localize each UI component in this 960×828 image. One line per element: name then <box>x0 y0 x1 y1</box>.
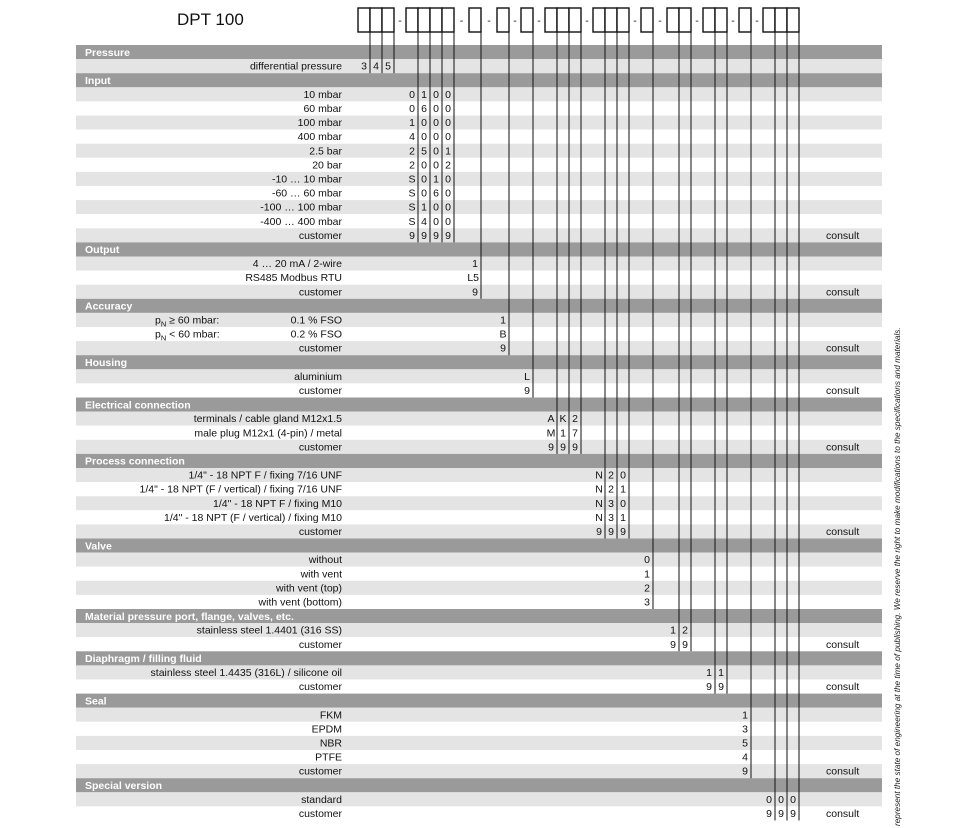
code-separator: - <box>487 15 491 27</box>
code-cell: 5 <box>385 60 391 73</box>
row-label: 20 bar <box>312 159 342 172</box>
code-cell: 9 <box>608 526 614 538</box>
code-cell: 1 <box>620 483 626 496</box>
row-label: with vent (bottom) <box>258 596 342 609</box>
consult-note: consult <box>826 526 860 538</box>
code-cell: 0 <box>433 201 439 214</box>
section-title: Output <box>85 244 120 257</box>
code-cell: 2 <box>644 582 650 595</box>
table-row-bg <box>76 440 882 454</box>
code-cell: 1 <box>620 511 626 524</box>
table-row-bg <box>76 567 882 581</box>
code-cell: 9 <box>706 681 712 694</box>
code-cell: 9 <box>596 526 602 538</box>
consult-note: consult <box>826 765 860 778</box>
row-label: customer <box>298 342 342 355</box>
code-cell: S <box>408 173 416 186</box>
code-cell: 9 <box>790 808 796 820</box>
code-separator: - <box>459 15 464 27</box>
code-cell: L5 <box>467 272 479 285</box>
code-box <box>557 8 569 32</box>
code-cell: 6 <box>433 187 439 200</box>
row-label: 1/4" - 18 NPT F / fixing 7/16 UNF <box>188 469 342 482</box>
row-label: FKM <box>319 709 342 722</box>
code-cell: 0 <box>445 215 451 228</box>
table-row-bg <box>76 116 882 130</box>
table-row-bg <box>76 186 882 200</box>
code-box <box>679 8 691 32</box>
table-row-bg <box>76 680 882 694</box>
consult-note: consult <box>826 681 860 694</box>
code-cell: 2 <box>409 159 415 172</box>
table-row-bg <box>76 806 882 820</box>
section-header-bar <box>76 454 882 468</box>
code-cell: N <box>595 511 603 524</box>
code-cell: S <box>408 201 416 214</box>
code-cell: 3 <box>608 497 614 510</box>
code-cell: 0 <box>766 793 772 806</box>
code-separator: - <box>537 15 541 27</box>
code-box <box>641 8 653 32</box>
row-label: customer <box>298 229 342 242</box>
row-label: male plug M12x1 (4-pin) / metal <box>194 427 342 440</box>
section-header-bar <box>76 299 882 313</box>
table-row-bg <box>76 383 882 397</box>
table-row-bg <box>76 708 882 722</box>
table-row-bg <box>76 750 882 764</box>
section-header-bar <box>76 355 882 369</box>
code-box <box>715 8 727 32</box>
row-label: aluminium <box>294 370 342 383</box>
row-label: customer <box>298 385 342 397</box>
code-box <box>787 8 799 32</box>
code-cell: 9 <box>472 286 478 299</box>
table-row-bg <box>76 637 882 651</box>
row-label: customer <box>298 765 342 778</box>
code-cell: 1 <box>433 173 439 186</box>
table-row-bg <box>76 496 882 510</box>
section-title: Process connection <box>85 455 185 468</box>
table-row-bg <box>76 158 882 172</box>
code-cell: S <box>408 187 416 200</box>
code-cell: N <box>595 483 603 496</box>
table-row-bg <box>76 172 882 186</box>
code-cell: 9 <box>682 638 688 651</box>
code-separator: - <box>695 15 699 27</box>
code-separator: - <box>633 15 637 27</box>
code-cell: 3 <box>361 60 367 73</box>
consult-note: consult <box>826 342 860 355</box>
code-cell: 2 <box>682 624 688 637</box>
row-label: customer <box>298 286 342 299</box>
code-box <box>667 8 679 32</box>
code-cell: 5 <box>421 145 427 158</box>
code-cell: 9 <box>742 765 748 778</box>
row-label: NBR <box>319 737 342 750</box>
row-label: -10 … 10 mbar <box>271 173 342 186</box>
code-cell: 9 <box>548 441 554 454</box>
section-title: Electrical connection <box>85 399 191 412</box>
table-row-bg <box>76 736 882 750</box>
code-cell: 9 <box>572 441 578 454</box>
row-label: 4 … 20 mA / 2-wire <box>252 258 342 271</box>
code-cell: 9 <box>560 441 566 454</box>
row-label: -100 … 100 mbar <box>260 201 342 214</box>
accuracy-condition: $p_N \ge 60$ mbar: <box>155 314 220 329</box>
code-cell: B <box>499 328 507 341</box>
row-label: -400 … 400 mbar <box>260 215 342 228</box>
code-separator: - <box>755 15 759 27</box>
code-cell: 4 <box>409 131 415 144</box>
code-box <box>739 8 751 32</box>
code-box <box>545 8 557 32</box>
code-cell: 9 <box>766 808 772 820</box>
table-row-bg <box>76 144 882 158</box>
section-title: Pressure <box>85 46 130 59</box>
code-cell: A <box>547 413 555 426</box>
table-row-bg <box>76 59 882 73</box>
code-cell: L <box>524 370 530 383</box>
code-cell: 4 <box>373 60 379 73</box>
code-cell: 0 <box>409 103 415 115</box>
code-cell: 1 <box>560 427 566 440</box>
table-row-bg <box>76 214 882 228</box>
code-cell: 0 <box>644 554 650 567</box>
code-cell: 0 <box>421 117 427 130</box>
section-title: Accuracy <box>85 300 133 313</box>
consult-note: consult <box>826 385 860 397</box>
code-cell: 1 <box>421 201 427 214</box>
table-row-bg <box>76 87 882 101</box>
table-row-bg <box>76 764 882 778</box>
table-row-bg <box>76 200 882 214</box>
code-header <box>358 8 799 32</box>
consult-note: consult <box>826 229 860 242</box>
code-cell: 9 <box>421 229 427 242</box>
section-title: Valve <box>85 540 112 553</box>
code-cell: 0 <box>433 159 439 172</box>
section-title: Diaphragm / filling fluid <box>85 653 202 666</box>
code-cell: 9 <box>409 229 415 242</box>
code-separator: - <box>513 15 517 27</box>
code-box <box>617 8 629 32</box>
code-box <box>521 8 533 32</box>
code-cell: 7 <box>572 427 578 440</box>
code-cell: 1 <box>472 258 478 271</box>
code-separator: - <box>585 15 589 27</box>
table-row-bg <box>76 271 882 285</box>
row-label: 2.5 bar <box>309 145 342 158</box>
code-cell: 2 <box>608 469 614 482</box>
table-row-bg <box>76 130 882 144</box>
table-row-bg <box>76 101 882 115</box>
code-box <box>703 8 715 32</box>
row-label: with vent <box>300 568 342 581</box>
row-label: terminals / cable gland M12x1.5 <box>193 413 342 426</box>
section-header-bar <box>76 398 882 412</box>
code-cell: 0 <box>778 793 784 806</box>
row-label: customer <box>298 526 342 538</box>
code-cell: N <box>595 469 603 482</box>
code-box <box>382 8 394 32</box>
row-label: with vent (top) <box>276 582 342 595</box>
code-box <box>418 8 430 32</box>
code-cell: 9 <box>500 342 506 355</box>
row-label: customer <box>298 681 342 694</box>
row-label: customer <box>298 638 342 651</box>
code-separator: - <box>658 15 662 27</box>
row-label: customer <box>298 808 342 820</box>
code-box <box>497 8 509 32</box>
section-header-bar <box>76 45 882 59</box>
code-cell: K <box>559 413 567 426</box>
section-title: Housing <box>85 357 127 369</box>
table-row-bg <box>76 553 882 567</box>
code-cell: 3 <box>742 723 748 736</box>
code-separator: - <box>398 15 402 27</box>
code-cell: 9 <box>433 229 439 242</box>
code-cell: 9 <box>620 526 626 538</box>
section-title: Material pressure port, flange, valves, etc. <box>85 610 294 623</box>
code-cell: 1 <box>500 314 506 327</box>
code-box <box>593 8 605 32</box>
code-cell: 0 <box>620 497 626 510</box>
code-cell: 3 <box>608 511 614 524</box>
code-cell: 4 <box>742 751 748 764</box>
row-label: differential pressure <box>249 60 342 73</box>
code-cell: 1 <box>445 145 451 158</box>
code-cell: 9 <box>670 638 676 651</box>
row-label: 1/4" - 18 NPT F / fixing M10 <box>213 497 342 510</box>
code-cell: 9 <box>445 229 451 242</box>
table-row-bg <box>76 369 882 383</box>
code-box <box>775 8 787 32</box>
code-cell: 0 <box>433 103 439 115</box>
code-box <box>406 8 418 32</box>
code-cell: 2 <box>608 483 614 496</box>
code-box <box>370 8 382 32</box>
code-cell: 9 <box>524 385 530 397</box>
section-header-bar <box>76 778 882 792</box>
table-row-bg <box>76 792 882 806</box>
code-box <box>442 8 454 32</box>
section-header-bar <box>76 694 882 708</box>
code-cell: 0 <box>445 117 451 130</box>
row-label: 0.1 % FSO <box>290 314 342 327</box>
table-row-bg <box>76 285 882 299</box>
code-cell: 9 <box>718 681 724 694</box>
section-title: Seal <box>85 695 107 708</box>
code-cell: 0 <box>445 187 451 200</box>
table-row-bg <box>76 341 882 355</box>
code-cell: 0 <box>445 88 451 101</box>
row-label: RS485 Modbus RTU <box>245 272 342 285</box>
code-cell: 2 <box>572 413 578 426</box>
row-label: 10 mbar <box>303 88 342 101</box>
code-cell: 0 <box>445 131 451 144</box>
code-cell: 1 <box>718 667 724 679</box>
table-row-bg <box>76 595 882 609</box>
code-cell: 0 <box>620 469 626 482</box>
code-box <box>430 8 442 32</box>
code-cell: 0 <box>433 145 439 158</box>
code-cell: 4 <box>421 215 427 228</box>
code-cell: 0 <box>433 88 439 101</box>
code-cell: 6 <box>421 103 427 115</box>
code-cell: 5 <box>742 737 748 750</box>
table-row-bg <box>76 257 882 271</box>
code-cell: 0 <box>421 187 427 200</box>
code-box <box>605 8 617 32</box>
code-cell: 1 <box>409 117 415 130</box>
code-cell: 0 <box>433 117 439 130</box>
code-cell: S <box>408 215 416 228</box>
consult-note: consult <box>826 808 860 820</box>
section-header-bar <box>76 73 882 87</box>
code-cell: 2 <box>409 145 415 158</box>
code-cell: 0 <box>433 131 439 144</box>
table-row-bg <box>76 228 882 242</box>
row-label: 100 mbar <box>297 117 342 130</box>
code-box <box>763 8 775 32</box>
section-header-bar <box>76 242 882 256</box>
row-label: 1/4" - 18 NPT (F / vertical) / fixing M10 <box>163 511 342 524</box>
row-label: 400 mbar <box>297 131 342 144</box>
code-cell: 0 <box>409 88 415 101</box>
consult-note: consult <box>826 286 860 299</box>
code-box <box>469 8 481 32</box>
consult-note: consult <box>826 638 860 651</box>
section-header-bar <box>76 539 882 553</box>
row-label: customer <box>298 441 342 454</box>
code-cell: 0 <box>445 173 451 186</box>
row-label: 0.2 % FSO <box>290 328 342 341</box>
code-cell: 0 <box>433 215 439 228</box>
table-row-bg <box>76 581 882 595</box>
code-cell: 0 <box>445 201 451 214</box>
code-cell: 1 <box>742 709 748 722</box>
table-row-bg <box>76 524 882 538</box>
code-cell: 9 <box>778 808 784 820</box>
code-cell: 2 <box>445 159 451 172</box>
row-label: standard <box>301 793 342 806</box>
row-label: -60 … 60 mbar <box>271 187 342 200</box>
code-cell: 0 <box>790 793 796 806</box>
code-box <box>569 8 581 32</box>
section-title: Input <box>85 75 111 87</box>
row-label: PTFE <box>315 751 342 764</box>
row-label: 60 mbar <box>303 103 342 115</box>
code-separator: - <box>731 15 735 27</box>
code-cell: N <box>595 497 603 510</box>
code-cell: 1 <box>706 667 712 679</box>
code-cell: 0 <box>421 159 427 172</box>
section-title: Special version <box>85 780 163 792</box>
table-row-bg <box>76 722 882 736</box>
code-cell: 1 <box>644 568 650 581</box>
consult-note: consult <box>826 441 860 454</box>
code-cell: 1 <box>670 624 676 637</box>
row-label: 1/4" - 18 NPT (F / vertical) / fixing 7/16 UNF <box>139 483 342 496</box>
code-cell: 1 <box>421 88 427 101</box>
accuracy-condition: $p_N < 60$ mbar: <box>155 328 220 343</box>
row-label: without <box>308 554 342 567</box>
page-title: DPT 100 <box>177 10 244 29</box>
code-cell: 0 <box>421 173 427 186</box>
code-cell: 0 <box>421 131 427 144</box>
row-label: stainless steel 1.4401 (316 SS) <box>196 624 342 637</box>
side-note: represent the state of engineering at the time of publishing. We reserve the right to make modifications to the specifications and materials. <box>893 327 902 826</box>
row-label: EPDM <box>311 723 342 736</box>
row-label: stainless steel 1.4435 (316L) / silicone oil <box>150 667 342 679</box>
code-cell: M <box>546 427 556 440</box>
code-cell: 3 <box>644 596 650 609</box>
code-box <box>358 8 370 32</box>
code-cell: 0 <box>445 103 451 115</box>
